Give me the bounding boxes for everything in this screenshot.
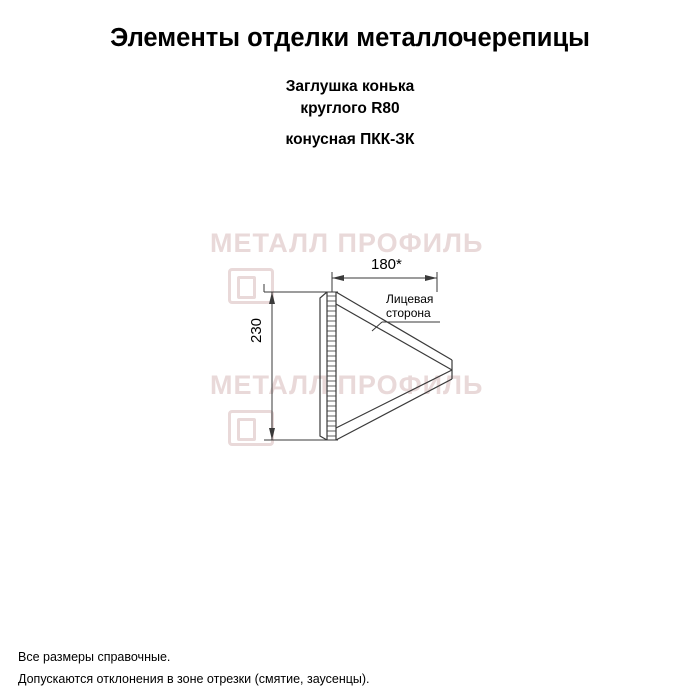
annotation-face-side-line1: Лицевая: [386, 292, 434, 306]
dimension-label-width: 180*: [371, 256, 402, 273]
technical-drawing: [0, 180, 700, 500]
product-subtitle-line1: Заглушка конька: [285, 78, 415, 95]
rib-hatching: [327, 296, 336, 436]
footnote-tolerances: Допускаются отклонения в зоне отрезки (смятие, заусенцы).: [18, 672, 370, 686]
watermark-text-top: МЕТАЛЛ ПРОФИЛЬ: [210, 228, 484, 258]
annotation-face-side-line2: сторона: [386, 306, 431, 320]
product-subtitle-line2: круглого R80: [300, 100, 400, 117]
dimension-label-height: 230: [248, 317, 265, 343]
page-title: Элементы отделки металлочерепицы: [110, 24, 590, 52]
product-subtitle: [0, 76, 700, 120]
annotation-face-side: [386, 292, 433, 320]
watermark-text-bottom: МЕТАЛЛ ПРОФИЛЬ: [210, 370, 484, 400]
product-code: конусная ПКК-ЗК: [285, 131, 415, 148]
drawing-svg: [0, 180, 700, 500]
footnote-sizes: Все размеры справочные.: [18, 650, 171, 664]
